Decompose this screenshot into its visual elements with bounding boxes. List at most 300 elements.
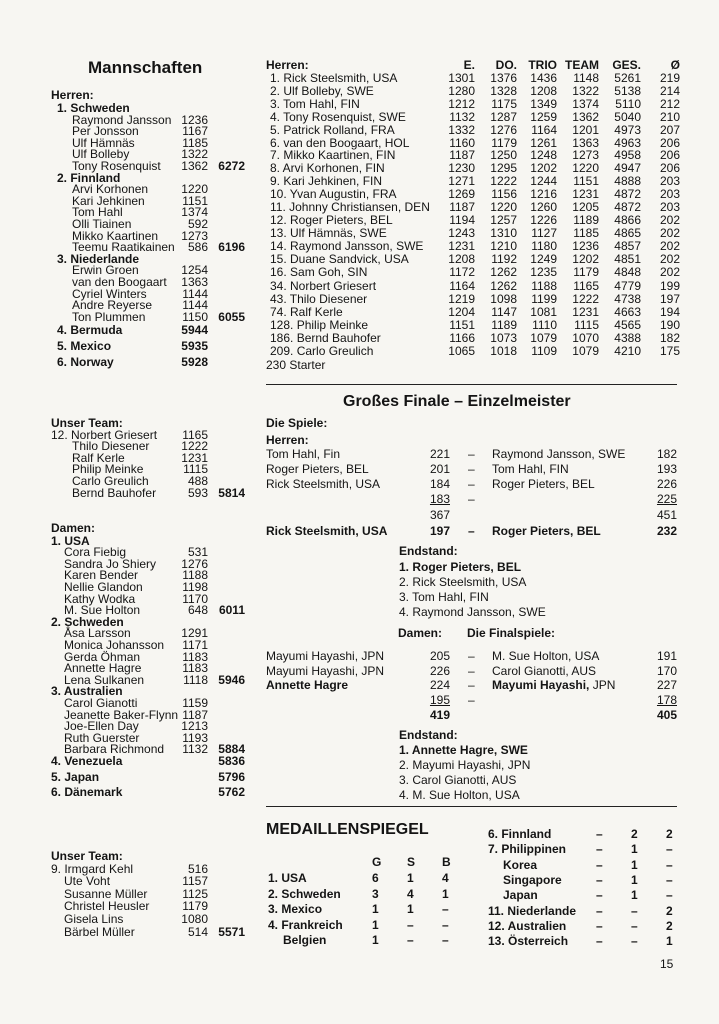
table-cell: 4963 bbox=[614, 135, 641, 150]
game-score: 224 bbox=[429, 678, 450, 692]
team-total: 5571 bbox=[218, 924, 245, 939]
endstand-entry: 4. M. Sue Holton, USA bbox=[399, 788, 520, 802]
table-cell: 1363 bbox=[572, 135, 599, 150]
table-cell: 1185 bbox=[573, 225, 599, 240]
table-cell: 1276 bbox=[490, 122, 517, 137]
medal-count: – bbox=[631, 934, 638, 949]
table-cell: 1310 bbox=[490, 225, 517, 240]
table-cell: 1322 bbox=[572, 83, 599, 98]
table-row-name: 13. Ulf Hämnäs, SWE bbox=[270, 225, 387, 240]
medal-header: B bbox=[442, 855, 451, 869]
team-name: 5. Japan bbox=[51, 769, 100, 784]
table-cell: 1079 bbox=[530, 331, 557, 345]
table-cell: 1349 bbox=[530, 96, 557, 111]
final-player: Rick Steelsmith, USA bbox=[266, 524, 388, 538]
table-cell: 199 bbox=[659, 279, 680, 294]
medal-count: – bbox=[596, 857, 603, 872]
table-cell: 1180 bbox=[531, 238, 557, 253]
final-player-bold: Mayumi Hayashi, bbox=[492, 678, 590, 692]
endstand-entry: 3. Tom Hahl, FIN bbox=[399, 590, 489, 604]
table-cell: 1175 bbox=[491, 96, 517, 111]
player-score: 1362 bbox=[181, 159, 208, 173]
game-score: 182 bbox=[656, 447, 677, 461]
medal-count: 1 bbox=[666, 934, 673, 949]
medal-country: 12. Australien bbox=[488, 918, 567, 933]
table-cell: 4848 bbox=[614, 264, 641, 279]
game-player: Mayumi Hayashi, JPN bbox=[266, 663, 385, 678]
medal-count: 6 bbox=[372, 871, 379, 885]
medal-country: Korea bbox=[503, 857, 538, 872]
game-player: Rick Steelsmith, USA bbox=[266, 477, 381, 491]
starter-count: 230 Starter bbox=[266, 357, 326, 372]
table-cell: 206 bbox=[659, 161, 680, 176]
medal-country: 13. Österreich bbox=[488, 934, 569, 949]
game-player: Roger Pieters, BEL bbox=[492, 477, 595, 491]
table-row-name: 34. Norbert Griesert bbox=[270, 279, 377, 294]
table-cell: 1148 bbox=[573, 71, 599, 85]
table-cell: 1376 bbox=[490, 71, 517, 85]
table-header: E. bbox=[463, 58, 475, 72]
game-dash: – bbox=[468, 462, 475, 476]
medal-count: 1 bbox=[372, 902, 379, 916]
table-row-name: 209. Carlo Greulich bbox=[270, 343, 374, 358]
table-cell: 1147 bbox=[491, 305, 517, 320]
medal-count: – bbox=[631, 918, 638, 933]
table-cell: 1164 bbox=[531, 122, 557, 137]
game-score: 184 bbox=[429, 477, 450, 491]
table-cell: 4872 bbox=[614, 187, 641, 202]
table-cell: 1236 bbox=[572, 238, 599, 253]
table-header: GES. bbox=[612, 58, 641, 72]
table-cell: 1115 bbox=[574, 318, 599, 333]
table-cell: 202 bbox=[659, 238, 680, 253]
player-score: 1159 bbox=[182, 696, 208, 710]
endstand-entry: 2. Rick Steelsmith, USA bbox=[399, 575, 527, 589]
table-cell: 1216 bbox=[530, 187, 557, 202]
medal-count: 3 bbox=[372, 886, 379, 901]
player-name: Susanne Müller bbox=[64, 886, 148, 901]
table-cell: 202 bbox=[659, 225, 680, 240]
game-score: 183 bbox=[429, 492, 450, 506]
medal-country: 1. USA bbox=[268, 871, 307, 885]
game-player: Carol Gianotti, AUS bbox=[492, 663, 597, 678]
medal-country: 4. Frankreich bbox=[268, 917, 343, 932]
table-row-name: 4. Tony Rosenquist, SWE bbox=[270, 109, 406, 124]
table-row-name: 8. Arvi Korhonen, FIN bbox=[270, 161, 385, 176]
player-name: Monica Johansson bbox=[64, 638, 165, 652]
table-cell: 210 bbox=[659, 109, 680, 124]
table-cell: 1160 bbox=[449, 135, 475, 150]
player-name: Ulf Hämnäs bbox=[72, 135, 135, 150]
player-name: Ute Voht bbox=[64, 874, 111, 889]
player-score: 1363 bbox=[181, 275, 208, 289]
game-score: 178 bbox=[656, 693, 677, 707]
player-name: Raymond Jansson bbox=[72, 112, 172, 127]
medal-count: 2 bbox=[666, 827, 673, 841]
table-cell: 1328 bbox=[490, 83, 517, 98]
game-player: M. Sue Holton, USA bbox=[492, 649, 600, 663]
table-cell: 1231 bbox=[448, 238, 475, 253]
endstand-entry: 1. Roger Pieters, BEL bbox=[399, 560, 522, 574]
player-name: Tom Hahl bbox=[72, 205, 123, 220]
table-cell: 1109 bbox=[531, 343, 557, 358]
medal-count: 1 bbox=[372, 917, 379, 932]
table-cell: 1070 bbox=[572, 331, 599, 345]
damen-games-label: Damen: bbox=[398, 626, 443, 640]
player-name: Jeanette Baker-Flynn bbox=[64, 707, 179, 722]
medal-country: Singapore bbox=[503, 872, 562, 887]
player-name: Olli Tiainen bbox=[72, 217, 132, 231]
team-total: 5884 bbox=[218, 742, 245, 757]
player-score: 1183 bbox=[182, 649, 208, 664]
player-score: 1144 bbox=[182, 286, 208, 301]
player-score: 1125 bbox=[182, 886, 208, 901]
player-name: Teemu Raatikainen bbox=[72, 240, 175, 255]
medal-count: – bbox=[596, 934, 603, 949]
divider bbox=[266, 384, 677, 385]
table-cell: 202 bbox=[659, 212, 680, 227]
table-row-name: 74. Ralf Kerle bbox=[270, 305, 343, 320]
medal-count: – bbox=[666, 872, 673, 887]
table-cell: 1210 bbox=[490, 238, 517, 253]
team-name: 3. Niederlande bbox=[57, 251, 140, 266]
player-score: 1150 bbox=[182, 309, 208, 324]
player-name: Erwin Groen bbox=[72, 263, 139, 278]
player-score: 516 bbox=[187, 861, 208, 876]
table-cell: 1110 bbox=[532, 318, 557, 333]
herren-label: Herren: bbox=[51, 88, 94, 102]
player-name: Joe-Ellen Day bbox=[64, 719, 139, 734]
game-player: Mayumi Hayashi, JPN bbox=[266, 649, 385, 663]
team-total: 5796 bbox=[218, 769, 245, 784]
game-score: 191 bbox=[656, 649, 677, 663]
table-cell: 1192 bbox=[491, 251, 517, 266]
team-name: 1. Schweden bbox=[57, 101, 130, 115]
table-cell: 1127 bbox=[531, 225, 557, 240]
player-name: 12. Norbert Griesert bbox=[51, 427, 158, 442]
player-name: Barbara Richmond bbox=[64, 742, 165, 757]
game-score: 227 bbox=[656, 678, 677, 692]
player-score: 514 bbox=[187, 924, 208, 939]
table-cell: 1250 bbox=[490, 148, 517, 163]
team-name: 4. Venezuela bbox=[51, 754, 123, 768]
team-total: 6272 bbox=[218, 159, 245, 173]
player-score: 1322 bbox=[181, 147, 208, 162]
table-cell: 4663 bbox=[614, 305, 641, 320]
table-row-name: 10. Yvan Augustin, FRA bbox=[270, 187, 397, 202]
team-total: 5762 bbox=[218, 785, 245, 799]
table-cell: 1220 bbox=[490, 200, 517, 214]
page-number: 15 bbox=[660, 957, 674, 971]
player-name: Annette Hagre bbox=[64, 661, 142, 676]
table-cell: 4851 bbox=[614, 251, 641, 266]
medal-header: S bbox=[407, 855, 416, 869]
table-cell: 1244 bbox=[530, 174, 557, 189]
table-cell: 1212 bbox=[448, 96, 475, 111]
table-cell: 207 bbox=[659, 122, 680, 137]
team-total: 6055 bbox=[218, 309, 245, 324]
player-score: 488 bbox=[187, 474, 208, 488]
team-total: 6011 bbox=[218, 603, 245, 618]
game-player: Raymond Jansson, SWE bbox=[492, 447, 626, 461]
player-score: 1132 bbox=[182, 742, 208, 757]
player-score: 1118 bbox=[183, 672, 208, 687]
player-score: 1276 bbox=[181, 556, 208, 571]
player-name: Ruth Guerster bbox=[64, 730, 140, 745]
medal-count: 1 bbox=[407, 902, 414, 916]
table-cell: 4973 bbox=[614, 122, 641, 137]
team-name: 5. Mexico bbox=[57, 339, 112, 354]
medal-count: – bbox=[596, 918, 603, 933]
table-cell: 1202 bbox=[530, 161, 557, 176]
finale-title: Großes Finale – Einzelmeister bbox=[343, 393, 571, 410]
table-cell: 182 bbox=[659, 331, 680, 345]
medal-count: 1 bbox=[442, 886, 449, 901]
table-cell: 206 bbox=[659, 135, 680, 150]
table-cell: 1231 bbox=[572, 187, 599, 202]
table-cell: 1079 bbox=[572, 343, 599, 358]
table-cell: 1151 bbox=[573, 174, 599, 189]
player-name: Åsa Larsson bbox=[64, 626, 131, 641]
endstand-label: Endstand: bbox=[399, 728, 458, 742]
medal-count: 1 bbox=[631, 857, 638, 872]
table-header: Ø bbox=[670, 58, 680, 72]
table-cell: 214 bbox=[659, 83, 680, 98]
team-total: 5946 bbox=[218, 672, 245, 687]
table-row-name: 11. Johnny Christiansen, DEN bbox=[270, 200, 430, 214]
final-score: 232 bbox=[656, 524, 677, 538]
game-score: 195 bbox=[429, 693, 450, 707]
medal-count: 1 bbox=[372, 933, 379, 947]
table-cell: 1179 bbox=[573, 264, 599, 279]
table-row-name: 12. Roger Pieters, BEL bbox=[270, 212, 393, 227]
team-total: 5935 bbox=[181, 339, 208, 354]
table-cell: 4857 bbox=[614, 238, 641, 253]
table-cell: 4947 bbox=[614, 161, 641, 176]
player-score: 648 bbox=[187, 603, 208, 618]
player-score: 1187 bbox=[182, 707, 208, 722]
team-total: 6196 bbox=[218, 240, 245, 255]
table-cell: 190 bbox=[659, 318, 680, 333]
table-header: TRIO bbox=[528, 58, 557, 72]
table-row-name: 16. Sam Goh, SIN bbox=[270, 264, 368, 279]
table-cell: 1156 bbox=[491, 187, 517, 202]
table-cell: 4958 bbox=[614, 148, 641, 163]
table-row-name: 15. Duane Sandvick, USA bbox=[270, 251, 409, 266]
team-name: 2. Finnland bbox=[57, 170, 121, 185]
player-name: Bärbel Müller bbox=[64, 924, 135, 939]
table-cell: 1301 bbox=[448, 71, 475, 85]
table-cell: 1362 bbox=[572, 109, 599, 124]
medal-country: 7. Philippinen bbox=[488, 842, 567, 857]
table-row-name: 43. Thilo Diesener bbox=[270, 292, 368, 307]
sum-score: 367 bbox=[429, 508, 450, 522]
game-dash: – bbox=[468, 693, 475, 707]
table-cell: 5040 bbox=[614, 109, 641, 124]
medal-country: 2. Schweden bbox=[268, 886, 341, 901]
medal-count: 4 bbox=[407, 886, 414, 901]
medal-count: – bbox=[442, 933, 449, 947]
game-score: 170 bbox=[656, 663, 677, 678]
player-name: Philip Meinke bbox=[72, 462, 144, 477]
table-cell: 1261 bbox=[530, 135, 557, 150]
table-cell: 5138 bbox=[614, 83, 641, 98]
medal-country: 6. Finnland bbox=[488, 827, 552, 841]
table-cell: 1295 bbox=[490, 161, 517, 176]
medal-count: – bbox=[596, 827, 603, 841]
player-name: Christel Heusler bbox=[64, 899, 150, 914]
medal-count: – bbox=[666, 888, 673, 903]
player-score: 1231 bbox=[181, 450, 208, 465]
table-cell: 1199 bbox=[531, 292, 557, 307]
sum-score: 451 bbox=[656, 508, 677, 522]
player-name: 9. Irmgard Kehl bbox=[51, 861, 134, 876]
medal-country: 11. Niederlande bbox=[488, 903, 577, 918]
sum-score: 419 bbox=[429, 708, 450, 722]
table-cell: 1226 bbox=[530, 212, 557, 227]
player-name: M. Sue Holton bbox=[64, 603, 141, 618]
team-total: 5928 bbox=[181, 355, 208, 370]
player-score: 1273 bbox=[181, 228, 208, 243]
table-cell: 4388 bbox=[614, 331, 641, 345]
game-dash: – bbox=[468, 524, 475, 538]
medal-count: 1 bbox=[631, 888, 638, 903]
table-cell: 1249 bbox=[530, 251, 557, 266]
table-cell: 1287 bbox=[490, 109, 517, 124]
table-cell: 4866 bbox=[614, 212, 641, 227]
player-score: 592 bbox=[187, 217, 208, 231]
player-name: Cyriel Winters bbox=[72, 286, 147, 301]
table-cell: 1436 bbox=[530, 71, 557, 85]
final-player: Roger Pieters, BEL bbox=[492, 524, 601, 538]
table-cell: 1098 bbox=[490, 292, 517, 307]
table-cell: 202 bbox=[659, 264, 680, 279]
player-name: Kari Jehkinen bbox=[72, 193, 145, 208]
table-cell: 4210 bbox=[614, 343, 641, 358]
table-cell: 175 bbox=[659, 343, 680, 358]
table-header: DO. bbox=[495, 58, 517, 72]
table-cell: 1248 bbox=[530, 148, 557, 163]
table-cell: 1273 bbox=[572, 148, 599, 163]
team-name: 4. Bermuda bbox=[57, 323, 123, 338]
player-score: 1188 bbox=[182, 568, 208, 583]
final-player-country: JPN bbox=[589, 678, 616, 692]
player-score: 1151 bbox=[182, 193, 208, 208]
medal-count: – bbox=[442, 917, 449, 932]
player-name: Mikko Kaartinen bbox=[72, 228, 159, 243]
table-cell: 1235 bbox=[530, 264, 557, 279]
table-cell: 1259 bbox=[530, 109, 557, 124]
table-cell: 1262 bbox=[490, 279, 517, 294]
player-name: Thilo Diesener bbox=[72, 439, 150, 454]
table-cell: 1243 bbox=[448, 225, 475, 240]
player-score: 1165 bbox=[182, 427, 208, 442]
table-cell: 203 bbox=[659, 200, 680, 214]
team-total: 5836 bbox=[218, 754, 245, 768]
endstand-entry: 2. Mayumi Hayashi, JPN bbox=[399, 758, 531, 772]
table-cell: 203 bbox=[659, 187, 680, 202]
table-cell: 1164 bbox=[449, 279, 475, 294]
medal-count: – bbox=[631, 903, 638, 918]
divider bbox=[266, 806, 677, 807]
game-dash: – bbox=[468, 649, 475, 663]
unser-team-label: Unser Team: bbox=[51, 416, 123, 430]
medal-count: – bbox=[666, 857, 673, 872]
player-name: Nellie Glandon bbox=[64, 580, 143, 594]
table-row-name: 3. Tom Hahl, FIN bbox=[270, 96, 360, 111]
herren-table-label: Herren: bbox=[266, 58, 309, 72]
table-cell: 219 bbox=[659, 71, 680, 85]
player-name: Ton Plummen bbox=[72, 309, 146, 324]
table-cell: 4865 bbox=[614, 225, 641, 240]
medal-header: G bbox=[372, 855, 382, 869]
team-name: 6. Dänemark bbox=[51, 785, 123, 799]
table-cell: 1280 bbox=[448, 83, 475, 98]
table-cell: 4872 bbox=[614, 200, 641, 214]
table-cell: 194 bbox=[659, 305, 680, 320]
unser-team-label: Unser Team: bbox=[51, 849, 123, 863]
table-cell: 1220 bbox=[572, 161, 599, 176]
player-name: Karen Bender bbox=[64, 568, 139, 583]
table-row-name: 14. Raymond Jansson, SWE bbox=[270, 238, 424, 253]
table-cell: 1262 bbox=[490, 264, 517, 279]
table-row-name: 2. Ulf Bolleby, SWE bbox=[270, 83, 374, 98]
player-name: Bernd Bauhofer bbox=[72, 485, 157, 500]
table-cell: 4779 bbox=[614, 279, 641, 294]
table-cell: 4565 bbox=[614, 318, 641, 333]
player-name: Kathy Wodka bbox=[64, 591, 136, 606]
table-cell: 1018 bbox=[490, 343, 517, 358]
table-cell: 1219 bbox=[448, 292, 475, 307]
game-score: 205 bbox=[429, 649, 450, 663]
table-cell: 1204 bbox=[448, 305, 475, 320]
final-player: Annette Hagre bbox=[266, 678, 349, 692]
table-cell: 1208 bbox=[530, 83, 557, 98]
player-name: Ulf Bolleby bbox=[72, 147, 130, 162]
team-total: 5814 bbox=[218, 485, 245, 500]
table-row-name: 5. Patrick Rolland, FRA bbox=[270, 122, 395, 137]
table-cell: 5110 bbox=[615, 96, 641, 111]
medal-country: Belgien bbox=[283, 933, 327, 947]
endstand-entry: 3. Carol Gianotti, AUS bbox=[399, 773, 517, 787]
medal-count: – bbox=[596, 842, 603, 857]
player-name: Gisela Lins bbox=[64, 912, 124, 926]
player-score: 1157 bbox=[182, 874, 208, 889]
player-score: 1198 bbox=[182, 580, 208, 594]
medal-country: 3. Mexico bbox=[268, 902, 323, 916]
team-name: 2. Schweden bbox=[51, 614, 124, 629]
medal-count: – bbox=[666, 842, 673, 857]
table-cell: 1205 bbox=[572, 200, 599, 214]
game-player: Tom Hahl, FIN bbox=[492, 462, 569, 476]
final-score: 197 bbox=[429, 524, 450, 538]
player-score: 586 bbox=[187, 240, 208, 255]
medal-country: Japan bbox=[503, 888, 538, 903]
medal-count: – bbox=[442, 902, 449, 916]
player-name: Andre Reyerse bbox=[72, 298, 153, 313]
table-cell: 1269 bbox=[448, 187, 475, 202]
table-cell: 1202 bbox=[572, 251, 599, 266]
player-score: 1236 bbox=[181, 112, 208, 127]
damen-label: Damen: bbox=[51, 521, 96, 535]
player-score: 1222 bbox=[181, 439, 208, 454]
table-cell: 206 bbox=[659, 148, 680, 163]
player-score: 1080 bbox=[181, 912, 208, 926]
table-cell: 202 bbox=[659, 251, 680, 266]
table-cell: 1271 bbox=[448, 174, 475, 189]
medaillenspiegel-title: MEDAILLENSPIEGEL bbox=[266, 821, 429, 838]
player-score: 1144 bbox=[182, 298, 208, 313]
